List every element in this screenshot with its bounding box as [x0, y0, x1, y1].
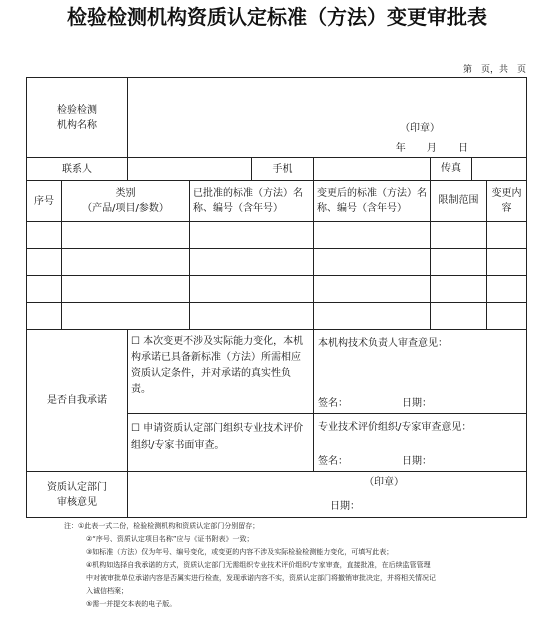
commitment-option-1[interactable]: ☐ 本次变更不涉及实际能力变化，本机构承诺已具备新标准（方法）所需相应资质认定条件，并对承诺的真实性负责。 — [128, 330, 314, 414]
col-restriction-change-header — [431, 181, 527, 222]
note-item: ④机构如选择自我承诺的方式，资质认定部门无需组织专业技术评价组织/专家审查，直接批准，在后续监管管理 — [86, 561, 431, 569]
col-approved-standard-header: 已批准的标准（方法）名 称、编号（含年号） — [190, 181, 314, 222]
form-title: 检验检测机构资质认定标准（方法）变更审批表 — [67, 5, 487, 29]
note-item: 注：①此表一式二份，检验检测机构和资质认定部门分别留存； — [64, 522, 260, 530]
note-item: ⑤需一并提交本表的电子版。 — [86, 600, 177, 608]
tech-lead-signature-label: 签名： — [318, 398, 348, 409]
authority-review-label: 资质认定部门 审核意见 — [27, 472, 128, 518]
form-notes — [64, 520, 524, 611]
org-seal-label: （印章） — [400, 122, 441, 134]
approval-form-table — [26, 77, 527, 518]
tech-lead-date-label: 日期： — [402, 398, 432, 409]
col-restriction-header: 限制范围 — [431, 181, 487, 221]
authority-seal-label: （印章） — [364, 476, 405, 488]
org-name-field[interactable] — [128, 78, 527, 158]
table-row[interactable] — [27, 276, 527, 303]
phone-field[interactable] — [314, 158, 431, 181]
self-commitment-label: 是否自我承诺 — [27, 330, 128, 472]
expert-signature-label: 签名： — [318, 456, 348, 467]
col-changed-standard-header: 变更后的标准（方法）名 称、编号（含年号） — [314, 181, 431, 222]
commitment-option-2[interactable]: ☐ 申请资质认定部门组织专业技术评价组织/专家书面审查。 — [128, 414, 314, 472]
note-item: ③如标准（方法）仅为年号、编号变化，或变更的内容不涉及实际检验检测能力变化，可填写此表； — [86, 548, 394, 556]
table-row[interactable] — [27, 249, 527, 276]
note-item: ②“序号、资质认定项目名称”应与《证书附表》一致； — [86, 535, 254, 543]
tech-lead-opinion-label: 本机构技术负责人审查意见： — [318, 338, 448, 349]
table-row[interactable] — [27, 222, 527, 249]
contact-label: 联系人 — [27, 158, 128, 181]
tech-lead-opinion-cell[interactable] — [314, 330, 527, 414]
org-date-label: 年 月 日 — [395, 142, 469, 154]
authority-review-field[interactable] — [128, 472, 527, 518]
fax-cell[interactable] — [431, 158, 527, 181]
org-name-label: 检验检测 机构名称 — [27, 78, 128, 158]
phone-label: 手机 — [252, 158, 314, 181]
authority-date-label: 日期： — [330, 500, 360, 512]
note-item: 入诚信档案； — [86, 587, 128, 595]
col-change-content-header: 变更内容 — [491, 188, 522, 214]
col-seq-header: 序号 — [27, 181, 62, 222]
contact-field[interactable] — [128, 158, 252, 181]
page-number: 第 页，共 页 — [462, 65, 526, 75]
fax-label: 传真 — [431, 158, 472, 180]
table-row[interactable] — [27, 303, 527, 330]
col-category-header: 类别 （产品/项目/参数） — [62, 181, 190, 222]
expert-opinion-cell[interactable] — [314, 414, 527, 472]
note-item: 中对被审批单位承诺内容是否属实进行检查，发现承诺内容不实，资质认定部门将撤销审批决定，并将相关情况记 — [86, 574, 436, 582]
expert-opinion-label: 专业技术评价组织/专家审查意见： — [318, 422, 472, 433]
expert-date-label: 日期： — [402, 456, 432, 467]
